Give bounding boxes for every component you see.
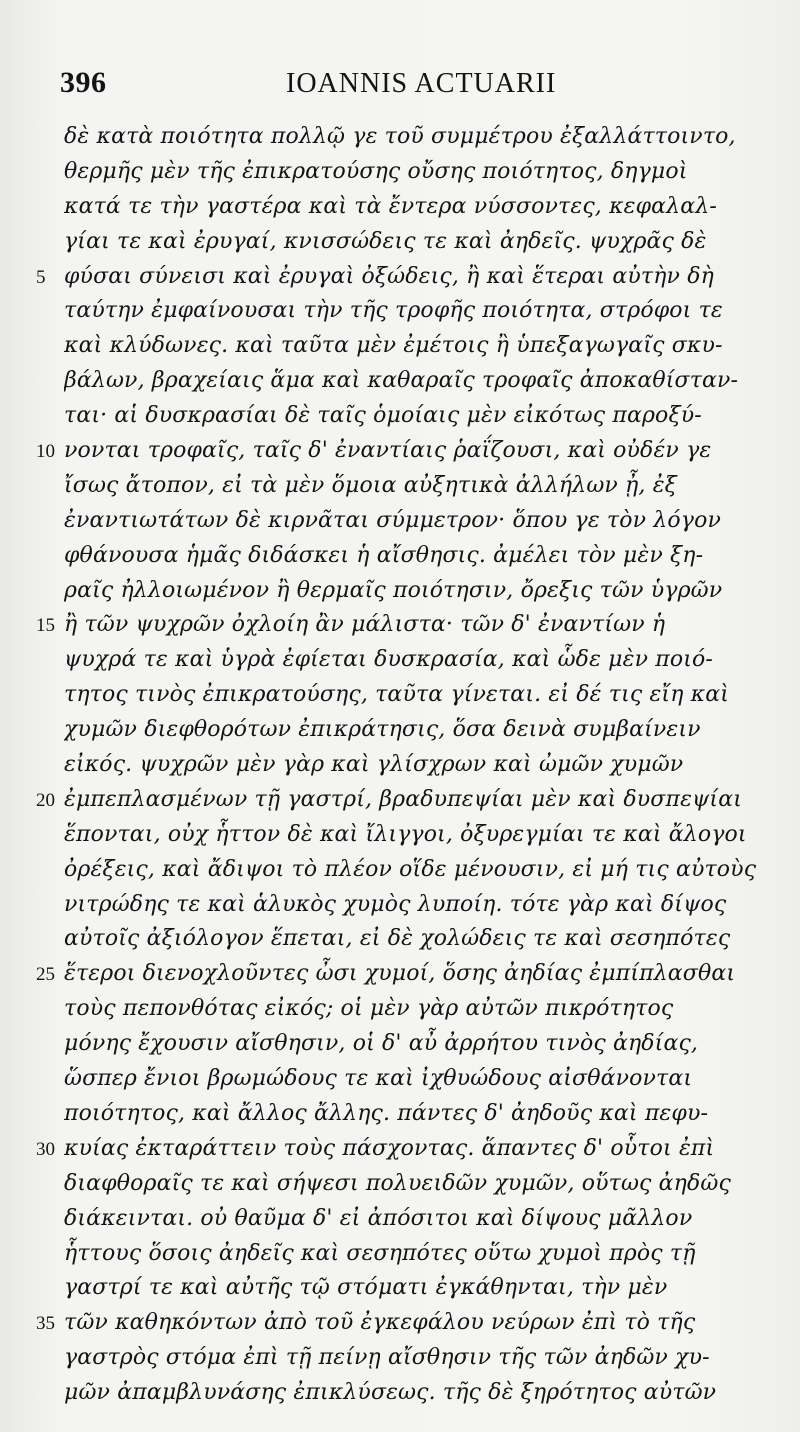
- line-text: ἧττους ὅσοις ἀηδεῖς καὶ σεσηπότες οὕτω χυμοὶ πρὸς τῇ: [64, 1240, 696, 1266]
- line-number: 25: [36, 964, 55, 986]
- page-number: 396: [60, 66, 107, 99]
- line-number: 30: [36, 1138, 55, 1160]
- line-text: νιτρώδης τε καὶ ἁλυκὸς χυμὸς λυποίη. τότε γὰρ καὶ δίψος: [64, 891, 727, 917]
- text-line: [0, 574, 800, 609]
- text-line: [0, 539, 800, 574]
- text-line: [0, 120, 800, 155]
- line-text: ποιότητος, καὶ ἄλλος ἄλλης. πάντες δ' ἀηδοῦς καὶ πεφυ-: [64, 1100, 709, 1126]
- line-text: ἐναντιωτάτων δὲ κιρνᾶται σύμμετρον· ὅπου γε τὸν λόγον: [64, 507, 722, 533]
- line-text: μόνης ἔχουσιν αἴσθησιν, οἱ δ' αὖ ἀρρήτου τινὸς ἀηδίας,: [64, 1031, 699, 1057]
- line-text: νονται τροφαῖς, ταῖς δ' ἐναντίαις ῥαΐζουσι, καὶ οὐδέν γε: [64, 438, 712, 464]
- line-text: ὥσπερ ἔνιοι βρωμώδους τε καὶ ἰχθυώδους αἰσθάνονται: [64, 1066, 693, 1092]
- line-number: 35: [36, 1313, 55, 1335]
- line-number: 5: [36, 266, 46, 288]
- text-line: [0, 922, 800, 957]
- line-text: γαστρί τε καὶ αὐτῆς τῷ στόματι ἐγκάθηνται, τὴν μὲν: [64, 1275, 668, 1301]
- line-text: κυίας ἐκταράττειν τοὺς πάσχοντας. ἅπαντες δ' οὗτοι ἐπὶ: [64, 1135, 715, 1161]
- line-text: θερμῆς μὲν τῆς ἐπικρατούσης οὔσης ποιότητος, δηγμοὶ: [64, 158, 688, 184]
- text-line: [0, 1202, 800, 1237]
- text-line: [0, 957, 800, 992]
- line-text: χυμῶν διεφθορότων ἐπικράτησις, ὅσα δεινὰ συμβαίνειν: [64, 717, 701, 743]
- text-line: [0, 853, 800, 888]
- text-line: [0, 155, 800, 190]
- line-text: ἢ τῶν ψυχρῶν ὀχλοίη ἂν μάλιστα· τῶν δ' ἐναντίων ἡ: [64, 612, 666, 638]
- line-number: 20: [36, 789, 55, 811]
- line-text: μῶν ἀπαμβλυνάσης ἐπικλύσεως. τῆς δὲ ξηρότητος αὐτῶν: [64, 1380, 717, 1406]
- line-text: ἕπονται, οὐχ ἧττον δὲ καὶ ἴλιγγοι, ὀξυρεγμίαι τε καὶ ἄλογοι: [64, 821, 747, 847]
- text-line: [0, 504, 800, 539]
- text-line: [0, 888, 800, 923]
- line-text: ραῖς ἠλλοιωμένον ἢ θερμαῖς ποιότησιν, ὄρεξις τῶν ὑγρῶν: [64, 577, 723, 603]
- text-line: [0, 1306, 800, 1341]
- text-line: [0, 1062, 800, 1097]
- page-header: [60, 66, 740, 110]
- text-line: [0, 434, 800, 469]
- line-text: κατά τε τὴν γαστέρα καὶ τὰ ἔντερα νύσσοντες, κεφαλαλ-: [64, 193, 717, 219]
- line-text: ταύτην ἐμφαίνουσαι τὴν τῆς τροφῆς ποιότητα, στρόφοι τε: [64, 298, 723, 324]
- line-text: τητος τινὸς ἐπικρατούσης, ταῦτα γίνεται. εἰ δέ τις εἴη καὶ: [64, 682, 730, 708]
- line-text: γίαι τε καὶ ἐρυγαί, κνισσώδεις τε καὶ ἀηδεῖς. ψυχρᾶς δὲ: [64, 228, 707, 254]
- text-line: [0, 1167, 800, 1202]
- line-text: ὀρέξεις, καὶ ἄδιψοι τὸ πλέον οἵδε μένουσιν, εἰ μή τις αὐτοὺς: [64, 856, 757, 882]
- line-text: ἐμπεπλασμένων τῇ γαστρί, βραδυπεψίαι μὲν καὶ δυσπεψίαι: [64, 786, 742, 812]
- line-text: δὲ κατὰ ποιότητα πολλῷ γε τοῦ συμμέτρου ἐξαλλάττοιντο,: [64, 124, 736, 149]
- text-line: [0, 678, 800, 713]
- text-line: [0, 1341, 800, 1376]
- text-line: [0, 260, 800, 295]
- text-line: [0, 713, 800, 748]
- line-text: ἕτεροι διενοχλοῦντες ὦσι χυμοί, ὅσης ἀηδίας ἐμπίπλασθαι: [64, 961, 736, 987]
- line-text: διάκεινται. οὐ θαῦμα δ' εἰ ἀπόσιτοι καὶ δίψους μᾶλλον: [64, 1205, 693, 1231]
- line-text: γαστρὸς στόμα ἐπὶ τῇ πείνῃ αἴσθησιν τῆς τῶν ἀηδῶν χυ-: [64, 1345, 710, 1371]
- line-text: ψυχρά τε καὶ ὑγρὰ ἐφίεται δυσκρασία, καὶ ὧδε μὲν ποιό-: [64, 647, 714, 673]
- line-number: 10: [36, 441, 55, 463]
- line-text: τοὺς πεπονθότας εἰκός; οἱ μὲν γὰρ αὐτῶν πικρότητος: [64, 996, 674, 1022]
- text-line: [0, 1376, 800, 1411]
- text-line: [0, 992, 800, 1027]
- line-text: εἰκός. ψυχρῶν μὲν γὰρ καὶ γλίσχρων καὶ ὠμῶν χυμῶν: [64, 752, 684, 778]
- text-line: [0, 469, 800, 504]
- line-text: βάλων, βραχείαις ἅμα καὶ καθαραῖς τροφαῖς ἀποκαθίσταν-: [64, 368, 739, 394]
- running-title: IOANNIS ACTUARII: [286, 68, 557, 99]
- line-text: διαφθοραῖς τε καὶ σήψεσι πολυειδῶν χυμῶν, οὕτως ἀηδῶς: [64, 1170, 731, 1196]
- line-text: φύσαι σύνεισι καὶ ἐρυγαὶ ὀξώδεις, ἢ καὶ ἕτεραι αὐτὴν δὴ: [64, 263, 714, 289]
- body-text: [0, 120, 800, 1411]
- text-line: [0, 748, 800, 783]
- text-line: [0, 329, 800, 364]
- text-line: [0, 1237, 800, 1272]
- line-text: αὐτοῖς ἀξιόλογον ἕπεται, εἰ δὲ χολώδεις τε καὶ σεσηπότες: [64, 926, 731, 952]
- line-number: 15: [36, 615, 55, 637]
- text-line: [0, 399, 800, 434]
- text-line: [0, 643, 800, 678]
- text-line: [0, 364, 800, 399]
- line-text: ἴσως ἄτοπον, εἰ τὰ μὲν ὅμοια αὐξητικὰ ἀλλήλων ᾖ, ἐξ: [64, 472, 677, 498]
- text-line: [0, 294, 800, 329]
- line-text: ται· αἱ δυσκρασίαι δὲ ταῖς ὁμοίαις μὲν εἰκότως παροξύ-: [64, 403, 702, 429]
- line-text: φθάνουσα ἡμᾶς διδάσκει ἡ αἴσθησις. ἀμέλει τὸν μὲν ξη-: [64, 542, 704, 568]
- text-line: [0, 783, 800, 818]
- text-line: [0, 1027, 800, 1062]
- text-line: [0, 1097, 800, 1132]
- text-line: [0, 608, 800, 643]
- text-line: [0, 1132, 800, 1167]
- text-line: [0, 225, 800, 260]
- text-line: [0, 1271, 800, 1306]
- text-line: [0, 190, 800, 225]
- line-text: καὶ κλύδωνες. καὶ ταῦτα μὲν ἐμέτοις ἢ ὑπεξαγωγαῖς σκυ-: [64, 333, 723, 359]
- text-line: [0, 818, 800, 853]
- line-text: τῶν καθηκόντων ἀπὸ τοῦ ἐγκεφάλου νεύρων ἐπὶ τὸ τῆς: [64, 1310, 696, 1336]
